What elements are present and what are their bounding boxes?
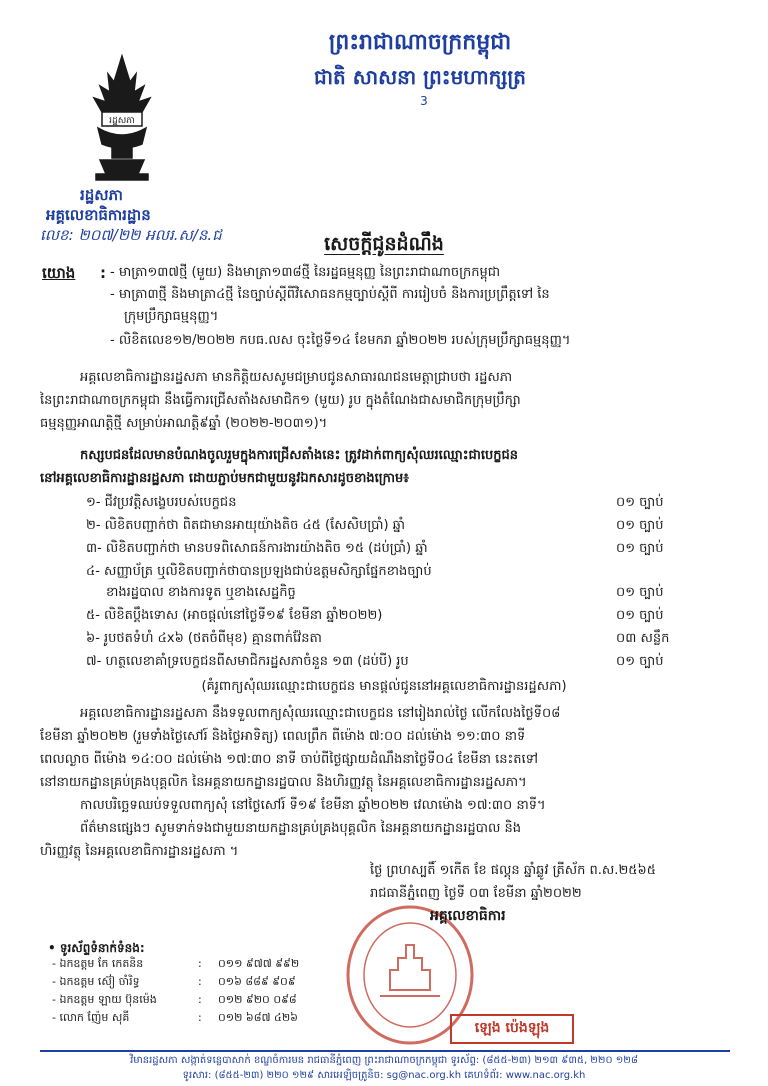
contact-colon: :	[198, 993, 202, 1006]
document-row	[86, 540, 706, 562]
schedule-line: ហិរញ្ញវត្ថុ នៃអគ្គលេខាធិការដ្ឋានរដ្ឋសភា ។	[40, 844, 239, 859]
document-quantity: ០១ ច្បាប់	[616, 541, 664, 556]
requirement-line: កស្សបជនដែលមានបំណងចូលរួមក្នុងការជ្រើសតាំងនេះ ត្រូវដាក់ពាក្យសុំឈរឈ្មោះជាបេក្ខជន	[80, 448, 519, 463]
document-row	[86, 517, 706, 539]
signer-title: អគ្គលេខាធិការ	[430, 908, 506, 924]
references-colon: :	[100, 264, 106, 282]
contact-colon: :	[198, 1011, 202, 1024]
schedule-line: ព័ត៌មានផ្សេងៗ សូមទាក់ទងជាមួយនាយកដ្ឋានគ្រប់គ្រងបុគ្គលិក នៃអគ្គនាយកដ្ឋានរដ្ឋបាល និង	[80, 821, 522, 836]
contact-phone: ០១២ ៩២០ ០៩៨	[218, 993, 297, 1006]
reference-item: ក្រុមប្រឹក្សាធម្មនុញ្ញ។	[124, 309, 219, 324]
national-assembly-emblem	[78, 52, 166, 182]
contact-row	[48, 1011, 378, 1028]
document-title	[0, 232, 768, 260]
contact-row	[48, 993, 378, 1010]
contact-colon: :	[198, 975, 202, 988]
footer-address: វិមានរដ្ឋសភា សង្កាត់ទន្លេបាសាក់ ខណ្ឌចំការមន រាជធានីភ្នំពេញ ព្រះរាជាណាចក្រកម្ពុជា ទូរស័ព្ទ: (៨៥៥-២៣) ២១៣ ៩៣៥, ២២០ ១២៨	[130, 1055, 638, 1066]
schedule-line: នៅនាយកដ្ឋានគ្រប់គ្រងបុគ្គលិក នៃអគ្គនាយកដ្ឋានរដ្ឋបាល និងហិរញ្ញវត្ថុ នៃអគ្គលេខាធិការដ្ឋានរដ្ឋសភា។	[40, 775, 527, 790]
document-row	[86, 630, 706, 652]
contact-phone: ០១២ ៦៨៧ ៤២៦	[218, 1011, 298, 1024]
document-name: ៤- សញ្ញាប័ត្រ ឬលិខិតបញ្ជាក់ថាបានប្រឡងជាប់ឧត្តមសិក្សាផ្នែកខាងច្បាប់	[86, 564, 432, 579]
document-quantity: ០១ ច្បាប់	[616, 654, 664, 669]
footer-contact: ទូរសារ: (៨៥៥-២៣) ២២០ ១២៩ សារអេឡិចត្រូនិច: sg@nac.org.kh គេហទំព័រ: www.nac.org.kh	[182, 1070, 586, 1081]
contact-name: - ឯកឧត្តម ឡាយ ប៊ុនម៉េង	[52, 993, 157, 1006]
institution-name: រដ្ឋសភា	[80, 186, 123, 204]
document-title-text: សេចក្ដីជូនដំណឹង	[324, 233, 444, 255]
intro-line: អគ្គលេខាធិការដ្ឋានរដ្ឋសភា មានកិត្តិយសសូមជម្រាបជូនសាធារណជនមេត្តាជ្រាបថា រដ្ឋសភា	[80, 370, 513, 385]
schedule-line: កាលបរិច្ឆេទឈប់ទទួលពាក្យសុំ នៅថ្ងៃសៅរ៍ ទី១៩ ខែមីនា ឆ្នាំ២០២២ វេលាម៉ោង ១៧:៣០ នាទី។	[80, 798, 546, 813]
reference-item: - មាត្រា១៣៧ថ្មី (មួយ) និងមាត្រា១៣៨ថ្មី នៃរដ្ឋធម្មនុញ្ញ នៃព្រះរាជាណាចក្រកម្ពុជា	[110, 265, 501, 280]
contact-row	[48, 957, 378, 974]
reference-item: - លិខិតលេខ១២/២០២២ កបធ.លស ចុះថ្ងៃទី១៤ ខែមករា ឆ្នាំ២០២២ របស់ក្រុមប្រឹក្សាធម្មនុញ្ញ។	[110, 333, 571, 348]
intro-line: ធម្មនុញ្ញអាណត្តិថ្មី សម្រាប់អាណត្តិ៩ឆ្នាំ (២០២២-២០៣១)។	[40, 416, 328, 431]
contact-phone: ០១១ ៩៧៧ ៩៩២	[218, 957, 300, 970]
civil-date: រាជធានីភ្នំពេញ ថ្ងៃទី ០៣ ខែមីនា ឆ្នាំ២០២២	[370, 886, 582, 901]
signer-name: ឡេង ប៉េងឡុង	[450, 1014, 574, 1044]
document-row	[86, 607, 706, 629]
contact-name: - លោក ញ៉ែម សុគី	[52, 1011, 130, 1024]
document-row	[86, 494, 706, 516]
document-name: ៣- លិខិតបញ្ជាក់ថា មានបទពិសោធន៍ការងារយ៉ាងតិច ១៥ (ដប់ប្រាំ) ឆ្នាំ	[86, 541, 428, 556]
document-name: ១- ជីវប្រវត្តិសង្ខេបរបស់បេក្ខជន	[86, 495, 237, 510]
document-row	[86, 563, 706, 585]
contact-phone: ០១៦ ៨៨៩ ៩០៩	[218, 975, 296, 988]
footer-divider	[40, 1050, 730, 1052]
contact-colon: :	[198, 957, 202, 970]
document-row	[86, 653, 706, 675]
lunar-date: ថ្ងៃ ព្រហស្បតិ៍ ១កើត ខែ ផល្គុន ឆ្នាំឆ្លូវ ត្រីស័ក ព.ស.២៥៦៥	[370, 863, 656, 878]
contact-name: - ឯកឧត្តម កែ កេតនិន	[52, 957, 144, 970]
document-name: ២- លិខិតបញ្ជាក់ថា ពិតជាមានអាយុយ៉ាងតិច ៤៥ (សែសិបប្រាំ) ឆ្នាំ	[86, 518, 406, 533]
schedule-line: អគ្គលេខាធិការដ្ឋានរដ្ឋសភា នឹងទទួលពាក្យសុំឈរឈ្មោះជាបេក្ខជន នៅរៀងរាល់ថ្ងៃ លើកលែងថ្ងៃទី០៨	[80, 706, 561, 721]
institution-department: អគ្គលេខាធិការដ្ឋាន	[46, 206, 151, 224]
document-quantity: ០៣ សន្លឹក	[616, 631, 670, 646]
contact-name: - ឯកឧត្តម ស៊ៀ ចាំរិទ្ធ	[52, 975, 140, 988]
template-note: (គំរូពាក្យសុំឈរឈ្មោះជាបេក្ខជន មានផ្ដល់ជូននៅអគ្គលេខាធិការដ្ឋានរដ្ឋសភា)	[201, 679, 567, 694]
schedule-line: ពេលល្ងាច ពីម៉ោង ១៤:០០ ដល់ម៉ោង ១៧:៣០ នាទី ចាប់ពីថ្ងៃផ្សាយដំណឹងនាថ្ងៃទី០៤ ខែមីនា នេះតទៅ	[40, 752, 538, 767]
references-label: យោង	[42, 264, 76, 282]
contact-row	[48, 975, 378, 992]
requirement-line: នៅអគ្គលេខាធិការដ្ឋានរដ្ឋសភា ដោយភ្ជាប់មកជាមួយនូវឯកសារដូចខាងក្រោម៖	[40, 471, 409, 486]
motto-ornament: 3	[420, 94, 430, 108]
document-quantity: ០១ ច្បាប់	[616, 495, 664, 510]
svg-text:រដ្ឋសភា: រដ្ឋសភា	[109, 116, 135, 126]
schedule-line: ខែមីនា ឆ្នាំ២០២២ (រួមទាំងថ្ងៃសៅរ៍ និងថ្ងៃអាទិត្យ) ពេលព្រឹក ពីម៉ោង ៧:០០ ដល់ម៉ោង ១១:៣០ នាទី	[40, 729, 526, 744]
contacts-title: • ទូរស័ព្ទទំនាក់ទំនង:	[48, 941, 145, 955]
document-quantity: ០១ ច្បាប់	[616, 608, 664, 623]
document-name: ខាងរដ្ឋបាល ខាងការទូត ឬខាងសេដ្ឋកិច្ច	[106, 585, 296, 600]
document-name: ៥- លិខិតប្ដឹងទោស (អាចផ្ដល់នៅថ្ងៃទី១៩ ខែមីនា ឆ្នាំ២០២២)	[86, 608, 383, 623]
kingdom-heading: ព្រះរាជាណាចក្រកម្ពុជា	[328, 30, 512, 55]
document-name: ៧- ហត្ថលេខាគាំទ្របេក្ខជនពីសមាជិករដ្ឋសភាចំនួន ១៣ (ដប់បី) រូប	[86, 654, 409, 669]
document-row	[106, 584, 726, 606]
document-quantity: ០១ ច្បាប់	[616, 585, 664, 600]
reference-number: លេខ: ២០៧/២២ អលរ.ស/ន.ជ	[40, 226, 222, 244]
document-name: ៦- រូបថតទំហំ ៤x៦ (ថតចំពីមុខ) គ្មានពាក់វ៉ែនតា	[86, 631, 322, 646]
intro-line: នៃព្រះរាជាណាចក្រកម្ពុជា នឹងធ្វើការជ្រើសតាំងសមាជិក១ (មួយ) រូប ក្នុងតំណែងជាសមាជិកក្រុមប្រឹក្សា	[40, 393, 521, 408]
national-motto: ជាតិ សាសនា ព្រះមហាក្សត្រ	[314, 65, 526, 89]
reference-item: - មាត្រា៣ថ្មី និងមាត្រា៤ថ្មី នៃច្បាប់ស្ដីពីវិសោធនកម្មច្បាប់ស្ដីពី ការរៀបចំ និងការប្រព្រឹត្តទៅ នៃ	[110, 287, 550, 302]
document-quantity: ០១ ច្បាប់	[616, 518, 664, 533]
